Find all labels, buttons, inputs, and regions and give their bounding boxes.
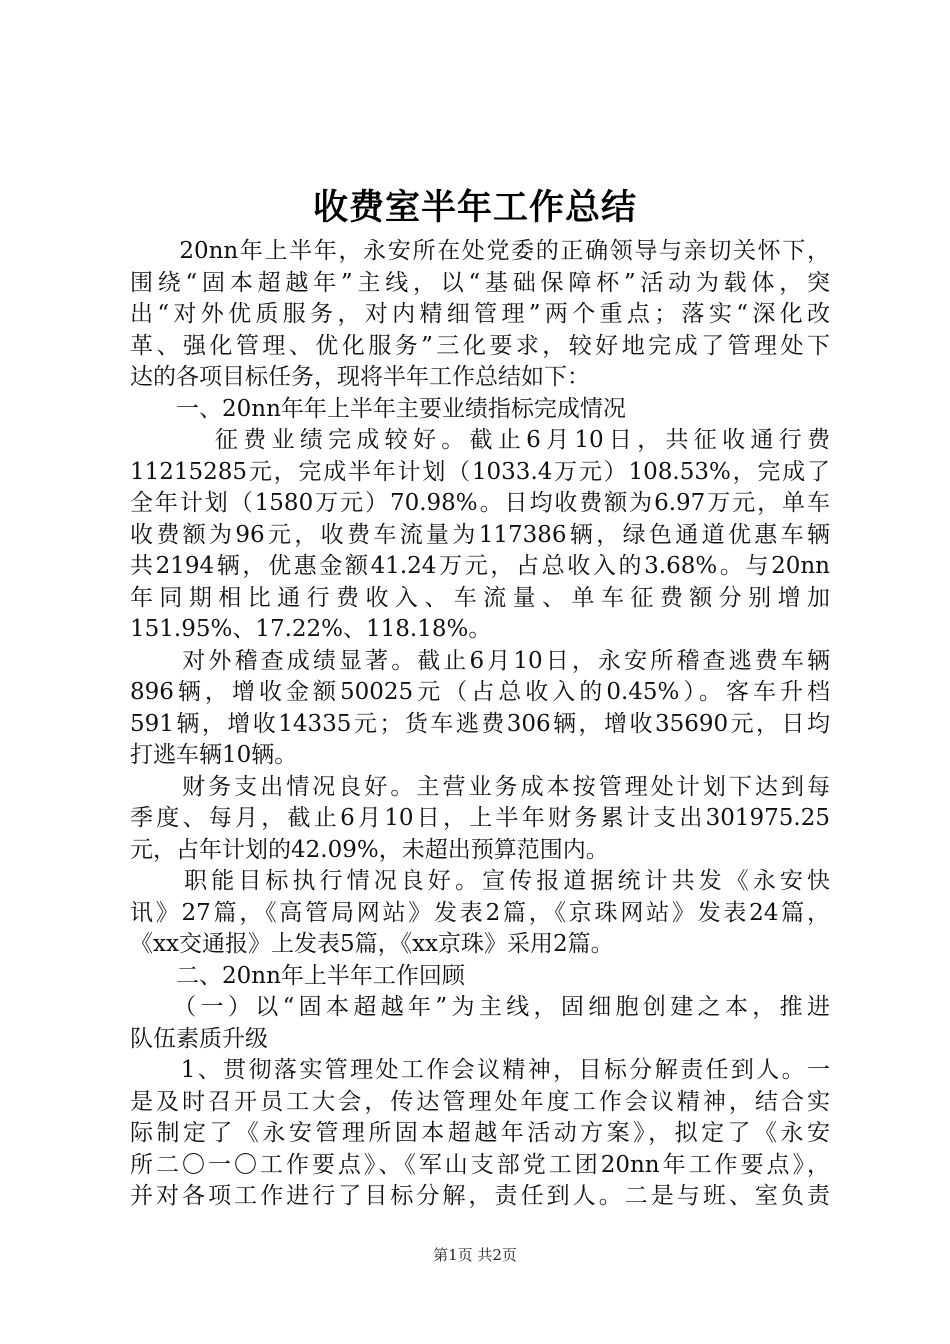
document-body: [130, 236, 830, 1213]
text-line: 征费业绩完成较好。截止6月10日，共征收通行费: [130, 427, 830, 453]
page-footer: 第1页 共2页: [433, 1246, 517, 1264]
text-line: 一、20nn年年上半年主要业绩指标完成情况: [130, 395, 626, 422]
text-line: 财务支出情况良好。主营业务成本按管理处计划下达到每: [130, 773, 830, 800]
text-line: 队伍素质升级: [130, 1025, 268, 1052]
text-line: 元，占年计划的42.09%，未超出预算范围内。: [130, 836, 609, 863]
text-line: 共2194辆，优惠金额41.24万元，占总收入的3.68%。与20nn: [130, 553, 830, 579]
text-line: 革、强化管理、优化服务”三化要求，较好地完成了管理处下: [130, 332, 830, 359]
text-line: 对外稽查成绩显著。截止6月10日，永安所稽查逃费车辆: [130, 647, 830, 674]
text-line: 收费额为96元，收费车流量为117386辆，绿色通道优惠车辆: [130, 521, 830, 548]
text-line: 所二〇一〇工作要点》、《军山支部党工团20nn年工作要点》，: [130, 1151, 830, 1178]
text-line: 讯》27篇，《高管局网站》发表2篇，《京珠网站》发表24篇，: [130, 899, 830, 926]
text-line: 《xx交通报》上发表5篇，《xx京珠》采用2篇。: [130, 931, 614, 957]
text-line: 11215285元，完成半年计划（1033.4万元）108.53%，完成了: [130, 458, 830, 485]
text-line: 年同期相比通行费收入、车流量、单车征费额分别增加: [130, 584, 830, 611]
text-line: 是及时召开员工大会，传达管理处年度工作会议精神，结合实: [130, 1088, 830, 1115]
text-line: 591辆，增收14335元；货车逃费306辆，增收35690元，日均: [130, 710, 830, 737]
text-line: 全年计划（1580万元）70.98%。日均收费额为6.97万元，单车: [130, 490, 830, 516]
text-line: 1、贯彻落实管理处工作会议精神，目标分解责任到人。一: [130, 1057, 830, 1083]
text-line: 际制定了《永安管理所固本超越年活动方案》，拟定了《永安: [130, 1120, 830, 1146]
text-line: 并对各项工作进行了目标分解，责任到人。二是与班、室负责: [130, 1183, 830, 1209]
text-line: 151.95%、17.22%、118.18%。: [130, 616, 492, 642]
text-line: 896辆，增收金额50025元（占总收入的0.45%）。客车升档: [130, 679, 830, 705]
text-line: 20nn年上半年，永安所在处党委的正确领导与亲切关怀下，: [130, 238, 830, 264]
text-line: （一）以“固本超越年”为主线，固细胞创建之本，推进: [130, 994, 830, 1020]
text-line: 打逃车辆10辆。: [130, 742, 298, 768]
text-line: 达的各项目标任务，现将半年工作总结如下：: [130, 364, 590, 390]
text-line: 季度、每月，截止6月10日，上半年财务累计支出301975.25: [130, 805, 830, 831]
text-line: 出“对外优质服务，对内精细管理”两个重点；落实“深化改: [130, 301, 830, 327]
text-line: 围绕“固本超越年”主线，以“基础保障杯”活动为载体，突: [130, 269, 830, 296]
text-line: 二、20nn年上半年工作回顾: [130, 962, 465, 989]
text-line: 职能目标执行情况良好。宣传报道据统计共发《永安快: [130, 868, 830, 894]
document-title: 收费室半年工作总结: [312, 188, 637, 228]
